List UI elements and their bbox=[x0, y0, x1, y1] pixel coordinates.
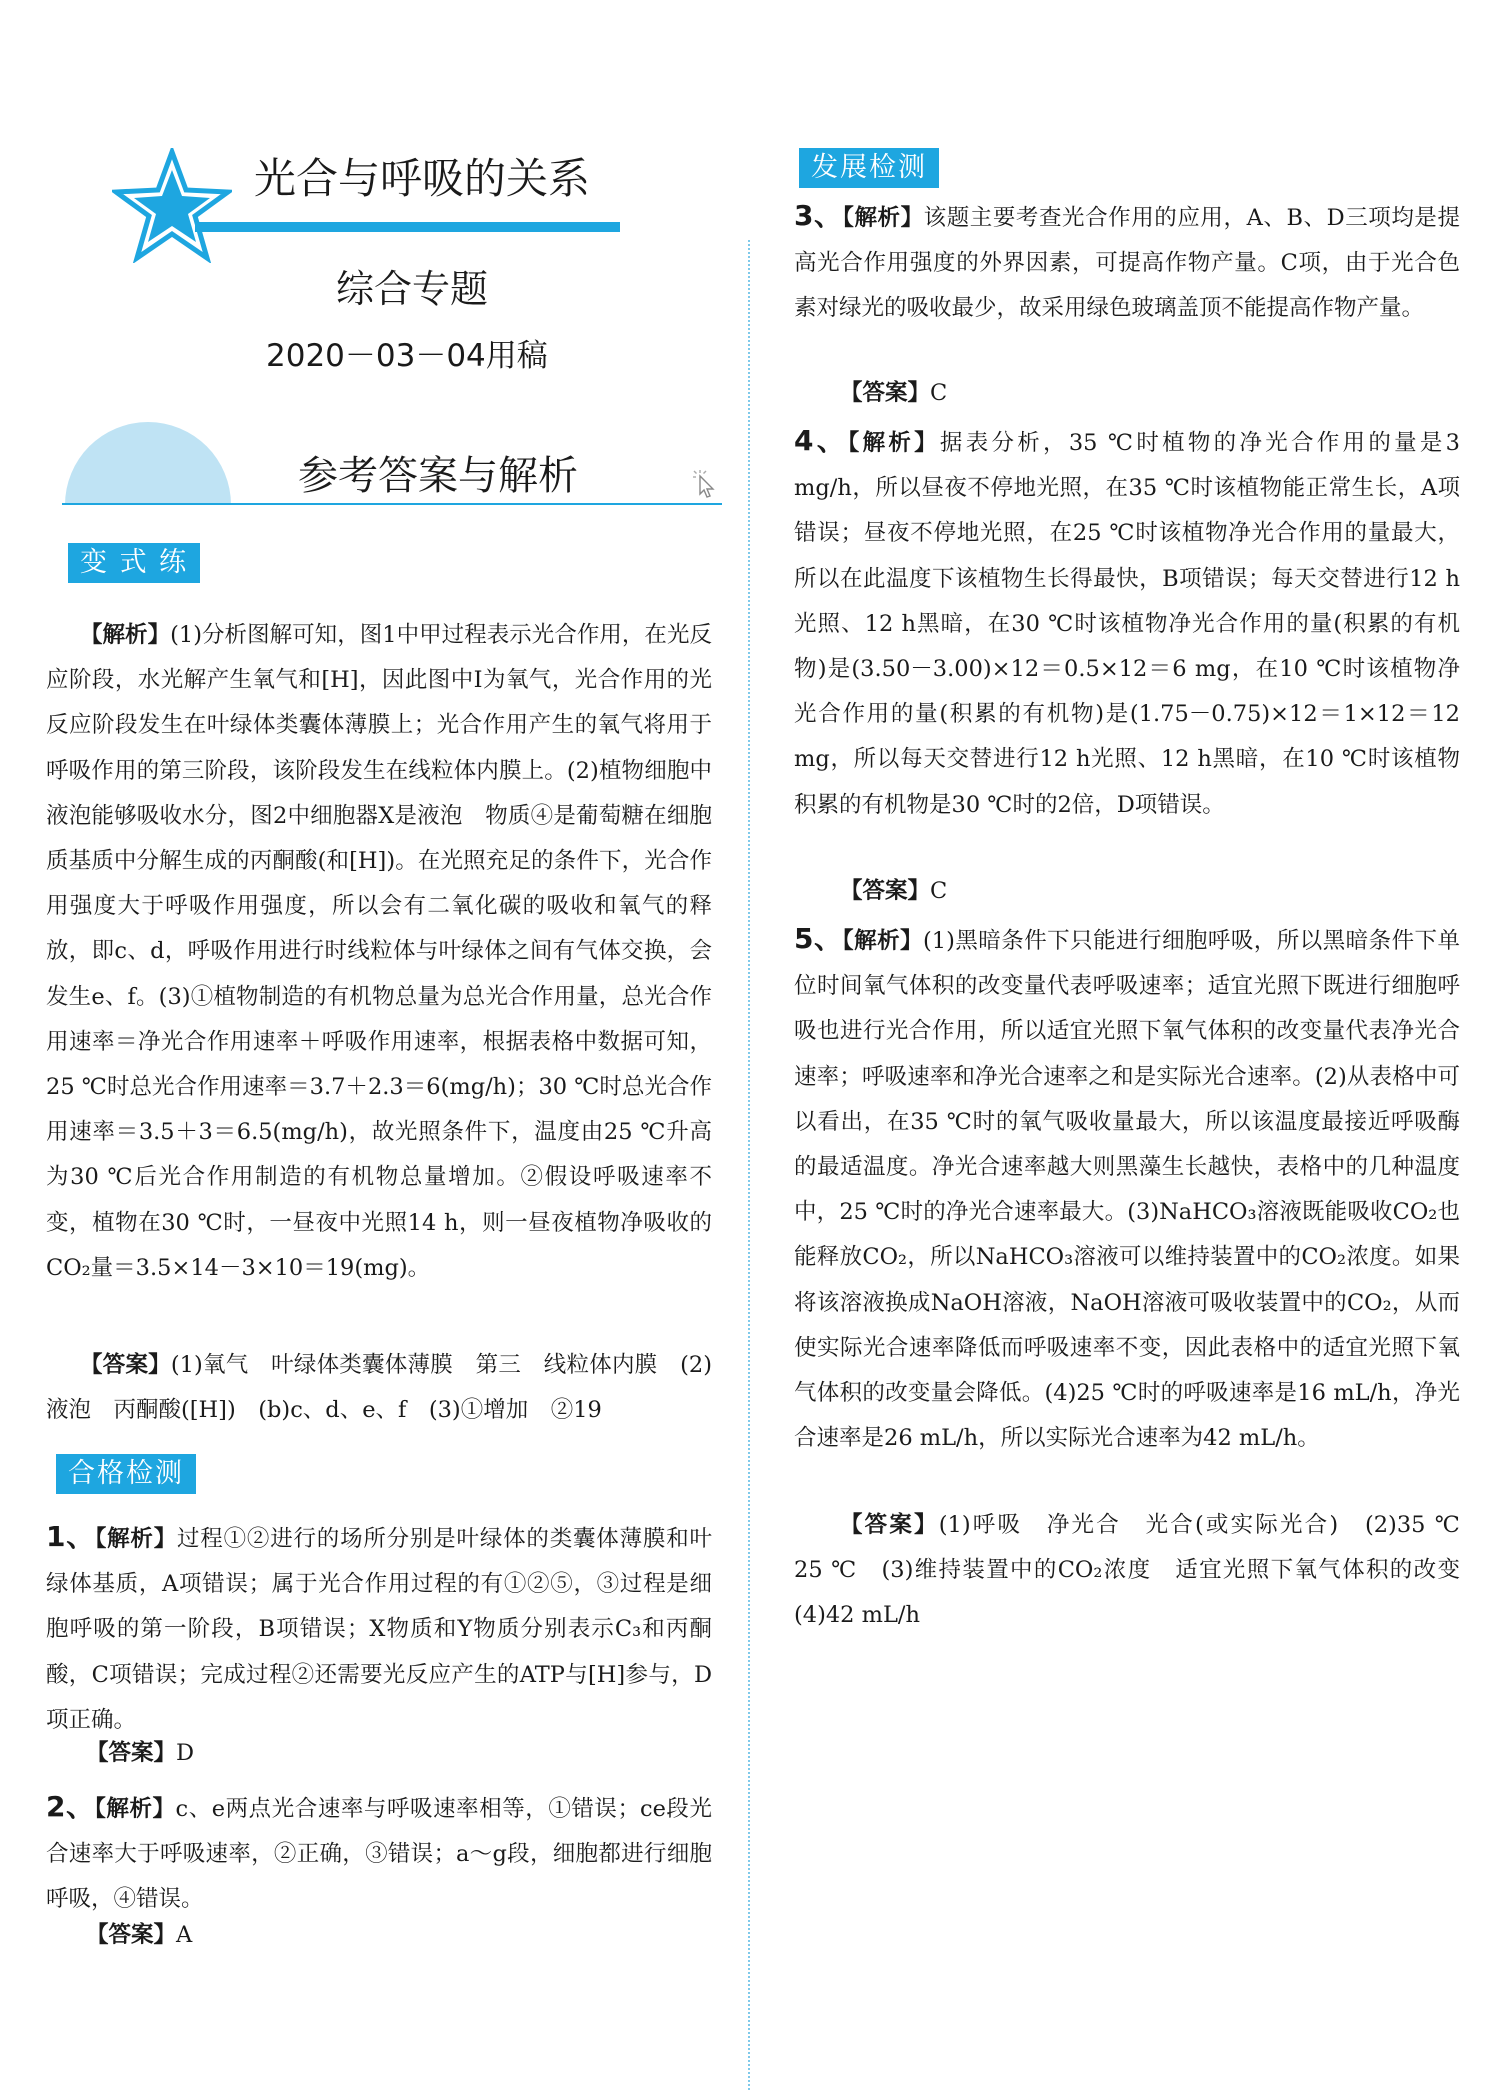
publish-date: 2020－03－04用稿 bbox=[266, 338, 548, 374]
question-2-answer: 【答案】A bbox=[86, 1922, 193, 1948]
page-title: 光合与呼吸的关系 bbox=[254, 154, 591, 203]
variant-analysis: 【解析】(1)分析图解可知，图1中甲过程表示光合作用，在光反应阶段，水光解产生氧气和[H]，因此图中Ⅰ为氧气，光合作用的光反应阶段发生在叶绿体类囊体薄膜上；光合作用产生的氧气将用于呼吸作用的第三阶段，该阶段发生在线粒体内膜上。(2)植物细胞中液泡能够吸收水分，图2中细胞器X是液泡 物质④是葡萄糖在细胞质基质中分解生成的丙酮酸(和[H])。在光照充足的条件下，光合作用强度大于呼吸作用强度，所以会有二氧化碳的吸收和氧气的释放，即c、d，呼吸作用进行时线粒体与叶绿体之间有气体交换，会发生e、f。(3)①植物制造的有机物总量为总光合作用量，总光合作用速率＝净光合作用速率＋呼吸作用速率，根据表格中数据可知，25 ℃时总光合作用速率＝3.7＋2.3＝6(mg/h)；30 ℃时总光合作用速率＝3.5＋3＝6.5(mg/h)，故光照条件下，温度由25 ℃升高为30 ℃后光合作用制造的有机物总量增加。②假设呼吸速率不变，植物在30 ℃时，一昼夜中光照14 h，则一昼夜植物净吸收的CO₂量＝3.5×14－3×10＝19(mg)。 bbox=[46, 622, 712, 1281]
answers-title: 参考答案与解析 bbox=[298, 453, 578, 499]
page-subtitle: 综合专题 bbox=[336, 267, 489, 311]
cursor-icon bbox=[690, 468, 722, 500]
answers-title-circle bbox=[65, 422, 231, 505]
title-underline bbox=[195, 222, 620, 232]
question-1-answer: 【答案】D bbox=[86, 1740, 195, 1766]
star-icon bbox=[112, 148, 232, 263]
section-tag-qualify: 合格检测 bbox=[56, 1454, 196, 1494]
question-3-analysis: 3、【解析】该题主要考查光合作用的应用，A、B、D三项均是提高光合作用强度的外界因素，可提高作物产量。C项，由于光合色素对绿光的吸收最少，故采用绿色玻璃盖顶不能提高作物产量。 bbox=[794, 199, 1460, 322]
question-4-analysis: 4、【解析】据表分析，35 ℃时植物的净光合作用的量是3 mg/h，所以昼夜不停地光照，在35 ℃时该植物能正常生长，A项错误；昼夜不停地光照，在25 ℃时该植物净光合作用的量最大，所以在此温度下该植物生长得最快，B项错误；每天交替进行12 h光照、12 h黑暗，在30 ℃时该植物净光合作用的量(积累的有机物)是(3.50－3.00)×12＝0.5×12＝6 mg，在10 ℃时该植物净光合作用的量(积累的有机物)是(1.75－0.75)×12＝1×12＝12 mg，所以每天交替进行12 h光照、12 h黑暗，在10 ℃时该植物积累的有机物是30 ℃时的2倍，D项错误。 bbox=[794, 424, 1460, 818]
question-4-answer: 【答案】C bbox=[840, 878, 948, 904]
question-5-answer: 【答案】(1)呼吸 净光合 光合(或实际光合) (2)35 ℃ 25 ℃ (3)维持装置中的CO₂浓度 适宜光照下氧气体积的改变 (4)42 mL/h bbox=[794, 1512, 1483, 1629]
question-2-analysis: 2、【解析】c、e两点光合速率与呼吸速率相等，①错误；ce段光合速率大于呼吸速率，②正确，③错误；a～g段，细胞都进行细胞呼吸，④错误。 bbox=[46, 1790, 712, 1913]
question-3-answer: 【答案】C bbox=[840, 380, 948, 406]
section-tag-variant: 变 式 练 bbox=[68, 543, 200, 583]
question-1-analysis: 1、【解析】过程①②进行的场所分别是叶绿体的类囊体薄膜和叶绿体基质，A项错误；属于光合作用过程的有①②⑤，③过程是细胞呼吸的第一阶段，B项错误；X物质和Y物质分别表示C₃和丙酮酸，C项错误；完成过程②还需要光反应产生的ATP与[H]参与，D项正确。 bbox=[46, 1520, 712, 1733]
answers-title-underline bbox=[62, 503, 722, 505]
question-5-analysis: 5、【解析】(1)黑暗条件下只能进行细胞呼吸，所以黑暗条件下单位时间氧气体积的改变量代表呼吸速率；适宜光照下既进行细胞呼吸也进行光合作用，所以适宜光照下氧气体积的改变量代表净光合速率；呼吸速率和净光合速率之和是实际光合速率。(2)从表格中可以看出，在35 ℃时的氧气吸收量最大，所以该温度最接近呼吸酶的最适温度。净光合速率越大则黑藻生长越快，表格中的几种温度中，25 ℃时的净光合速率最大。(3)NaHCO₃溶液既能吸收CO₂也能释放CO₂，所以NaHCO₃溶液可以维持装置中的CO₂浓度。如果将该溶液换成NaOH溶液，NaOH溶液可吸收装置中的CO₂，从而使实际光合速率降低而呼吸速率不变，因此表格中的适宜光照下氧气体积的改变量会降低。(4)25 ℃时的呼吸速率是16 mL/h，净光合速率是26 mL/h，所以实际光合速率为42 mL/h。 bbox=[794, 922, 1460, 1452]
section-tag-develop: 发展检测 bbox=[799, 148, 939, 188]
variant-answer: 【答案】(1)氧气 叶绿体类囊体薄膜 第三 线粒体内膜 (2)液泡 丙酮酸([H]) (b)c、d、e、f (3)①增加 ②19 bbox=[46, 1352, 712, 1424]
column-divider bbox=[748, 240, 750, 2090]
